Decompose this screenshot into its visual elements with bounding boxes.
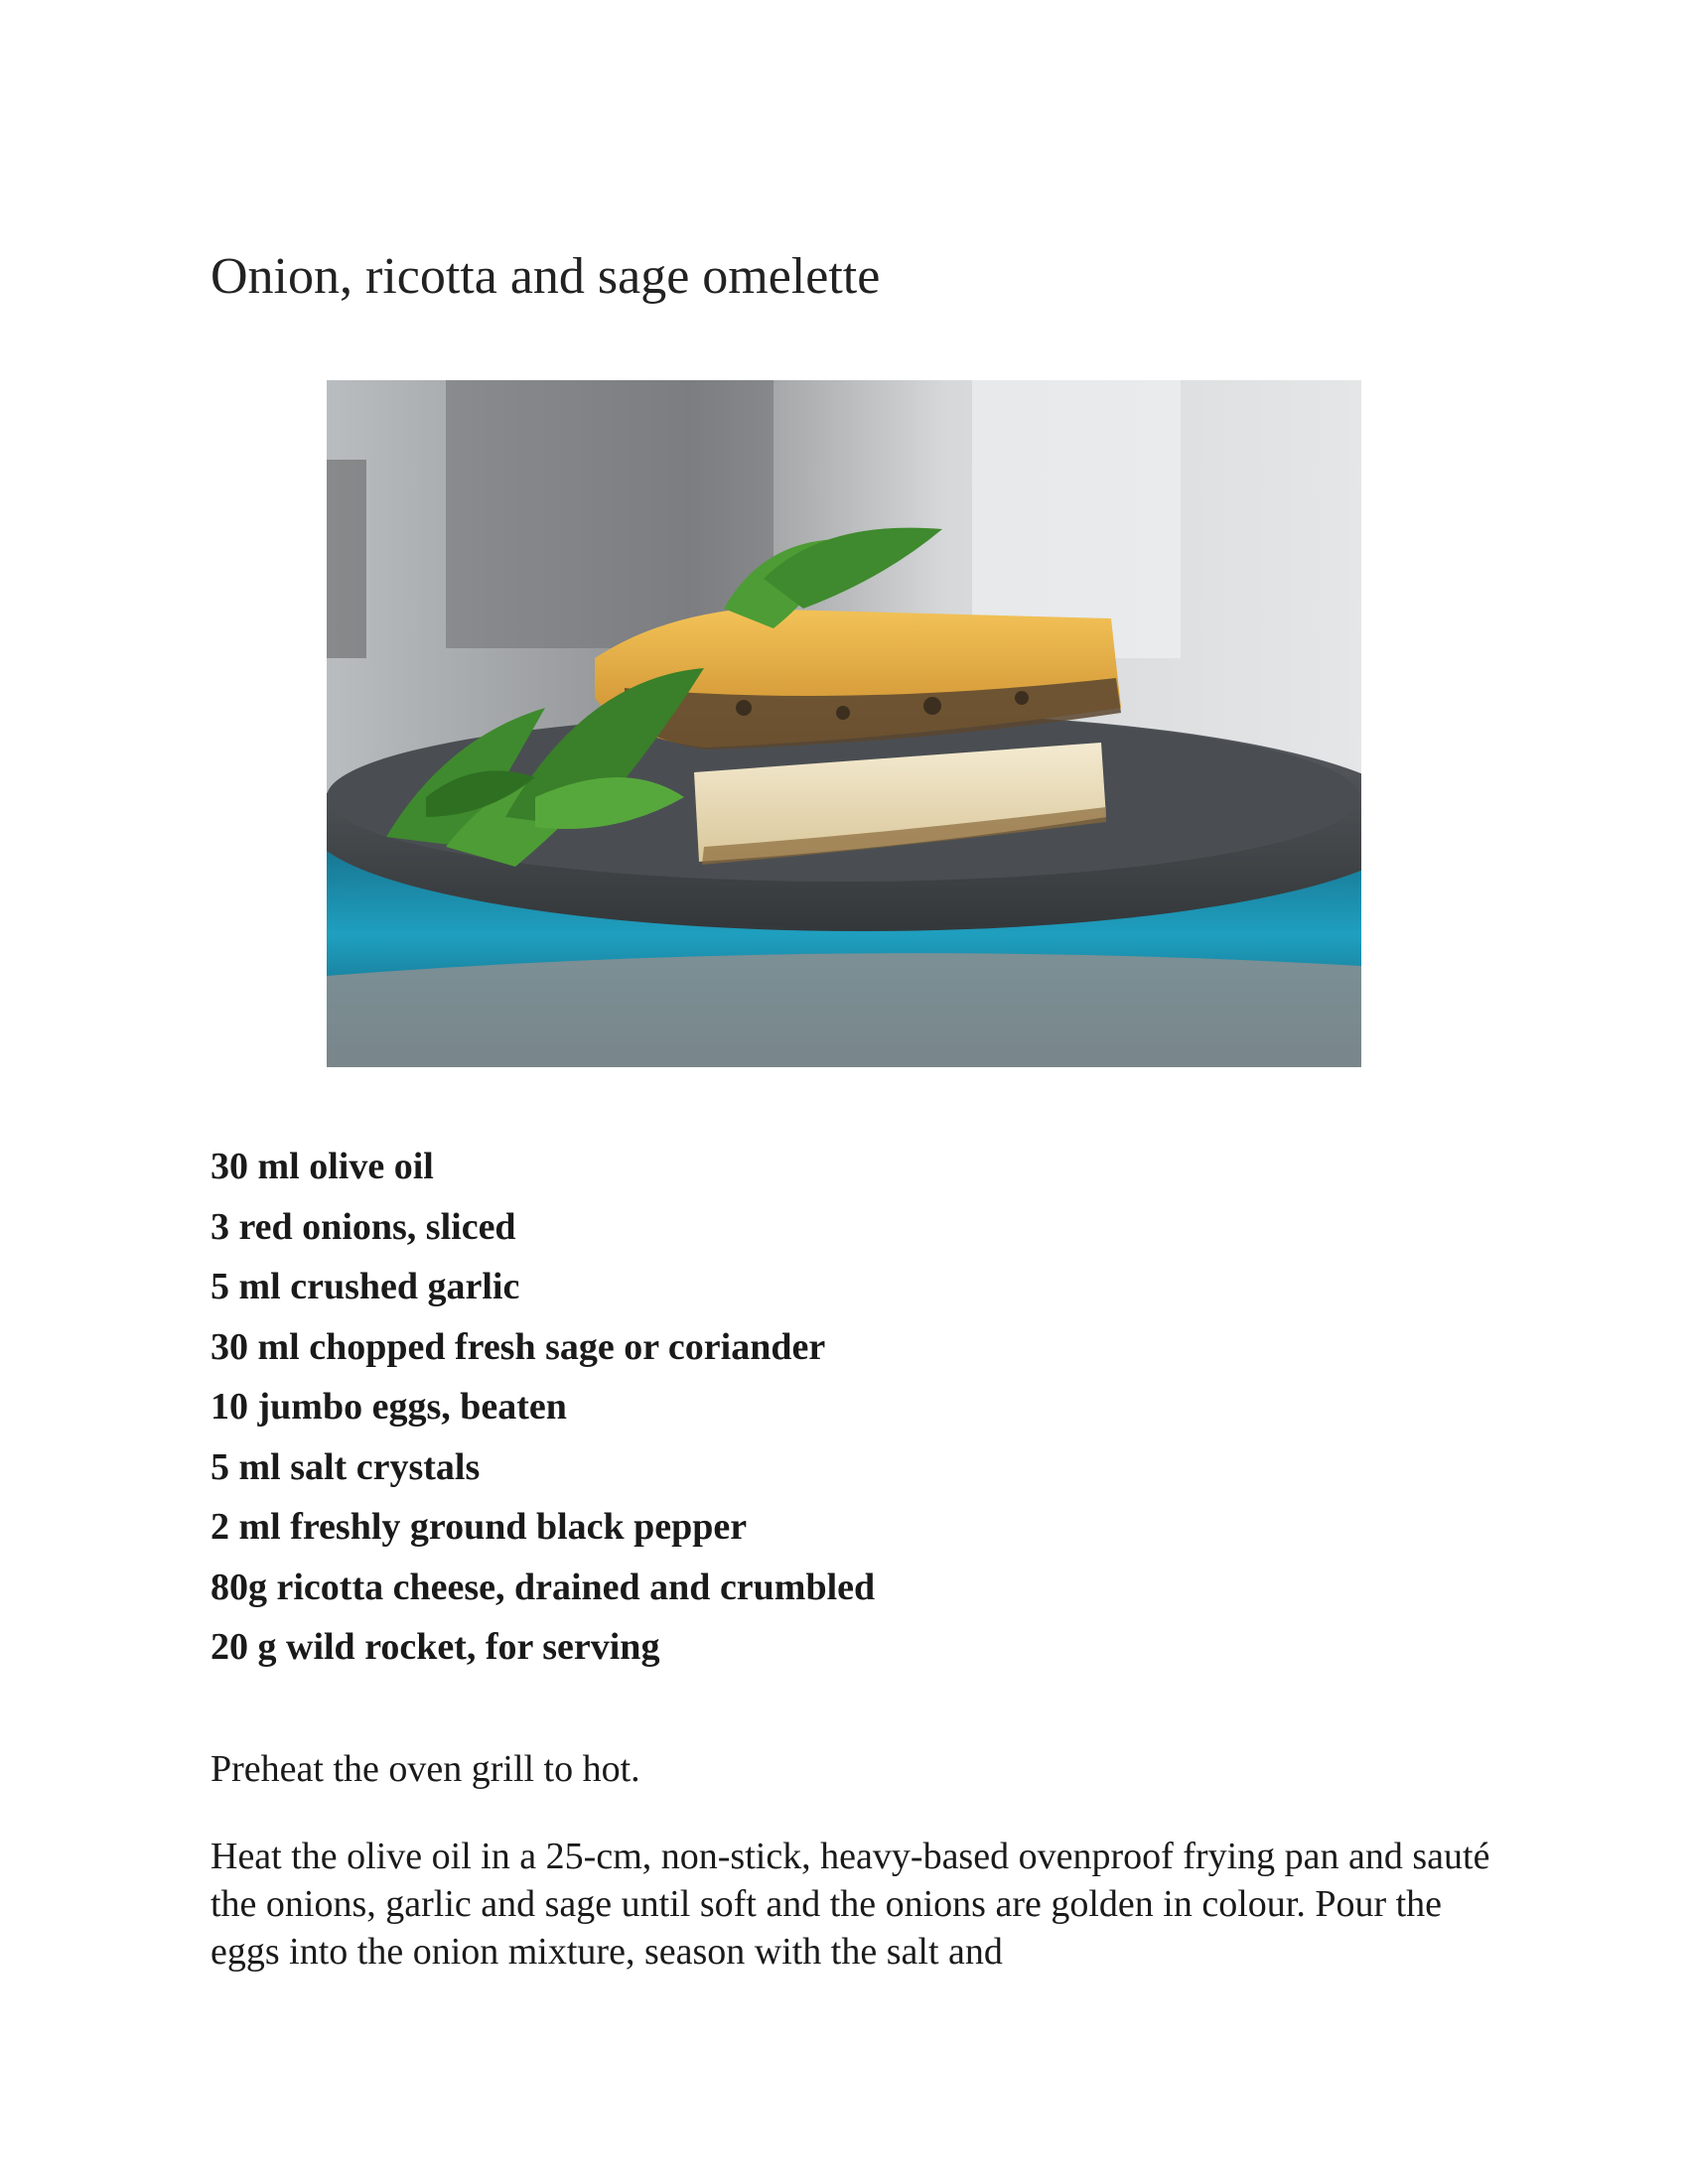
ingredient-item: 30 ml olive oil	[211, 1146, 434, 1187]
ingredient-item: 2 ml freshly ground black pepper	[211, 1506, 748, 1548]
omelette-photo	[327, 380, 1361, 1067]
ingredient-item: 80g ricotta cheese, drained and crumbled	[211, 1566, 876, 1608]
method-step: Preheat the oven grill to hot.	[211, 1748, 640, 1790]
recipe-title: Onion, ricotta and sage omelette	[211, 248, 881, 305]
method-step: Heat the olive oil in a 25-cm, non-stick, heavy-based ovenproof frying pan and sauté the onions, garlic and sage until soft and the onions are golden in colour. Pour the eggs into the onion mixture, season with the salt and	[211, 1836, 1490, 1973]
ingredients-list	[211, 1137, 875, 1678]
ingredient-item: 3 red onions, sliced	[211, 1205, 516, 1248]
ingredient-item: 10 jumbo eggs, beaten	[211, 1386, 567, 1428]
ingredient-item: 20 g wild rocket, for serving	[211, 1626, 660, 1668]
ingredient-item: 30 ml chopped fresh sage or coriander	[211, 1325, 826, 1368]
ingredient-item: 5 ml crushed garlic	[211, 1266, 520, 1307]
omelette-photo-illustration	[327, 380, 1361, 1067]
method-section	[211, 1745, 1501, 2015]
ingredient-item: 5 ml salt crystals	[211, 1445, 481, 1488]
